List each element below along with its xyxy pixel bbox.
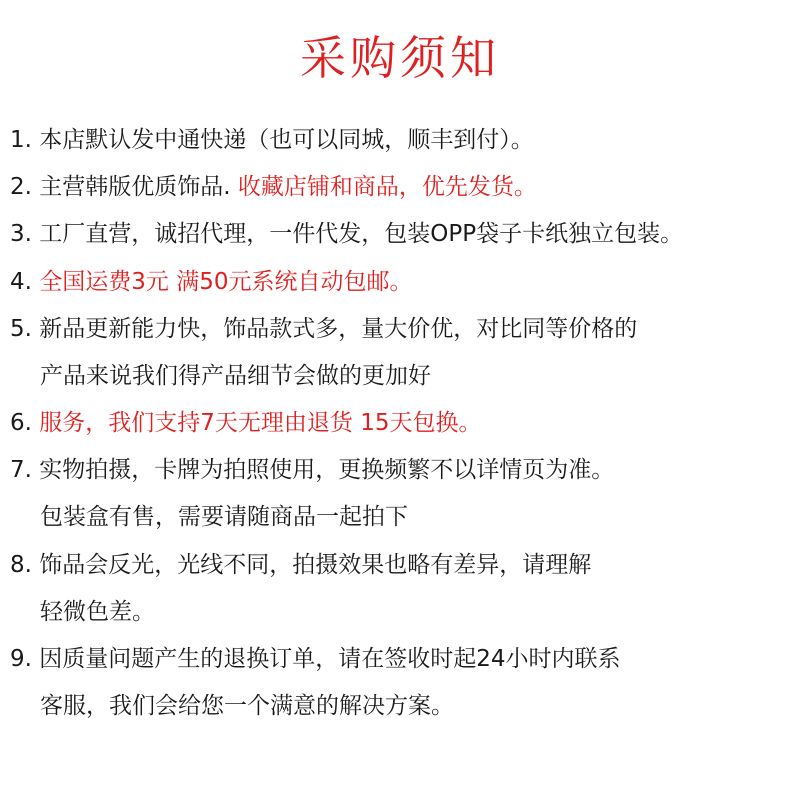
notice-item-5-continued: 产品来说我们得产品细节会做的更加好 xyxy=(40,363,431,389)
item-text: 实物拍摄，卡牌为拍照使用，更换频繁不以详情页为准。 xyxy=(39,457,615,483)
item-highlight: 收藏店铺和商品，优先发货。 xyxy=(237,174,537,200)
item-number: 3. xyxy=(10,221,32,247)
item-number: 8. xyxy=(10,552,32,578)
notice-item-3 xyxy=(10,218,683,250)
item-text: 饰品会反光，光线不同，拍摄效果也略有差异，请理解 xyxy=(39,552,592,578)
item-text: 工厂直营，诚招代理，一件代发，包装OPP袋子卡纸独立包装。 xyxy=(39,221,684,247)
item-text: 本店默认发中通快递（也可以同城，顺丰到付）。 xyxy=(39,127,534,153)
notice-item-6 xyxy=(10,407,481,439)
notice-item-7 xyxy=(10,454,614,486)
item-text: 主营韩版优质饰品. xyxy=(39,174,231,200)
notice-item-8-continued: 轻微色差。 xyxy=(40,599,155,625)
notice-item-4 xyxy=(10,266,412,298)
item-highlight: 服务，我们支持7天无理由退货 15天包换。 xyxy=(39,410,482,436)
item-highlight: 全国运费3元 满50元系统自动包邮。 xyxy=(39,269,413,295)
item-number: 9. xyxy=(10,646,32,672)
notice-item-1 xyxy=(10,124,534,156)
notice-item-5 xyxy=(10,313,637,345)
item-number: 6. xyxy=(10,410,32,436)
item-number: 4. xyxy=(10,269,32,295)
notice-item-9 xyxy=(10,643,621,675)
item-number: 1. xyxy=(10,127,32,153)
item-text: 新品更新能力快，饰品款式多，量大价优，对比同等价格的 xyxy=(39,316,638,342)
notice-item-9-continued: 客服，我们会给您一个满意的解决方案。 xyxy=(40,693,454,719)
page-title: 采购须知 xyxy=(300,31,500,85)
item-number: 2. xyxy=(10,174,32,200)
item-number: 7. xyxy=(10,457,32,483)
notice-item-8 xyxy=(10,549,591,581)
item-number: 5. xyxy=(10,316,32,342)
notice-item-2 xyxy=(10,171,537,203)
notice-item-7-continued: 包装盒有售，需要请随商品一起拍下 xyxy=(40,504,408,530)
item-text: 因质量问题产生的退换订单，请在签收时起24小时内联系 xyxy=(39,646,621,672)
